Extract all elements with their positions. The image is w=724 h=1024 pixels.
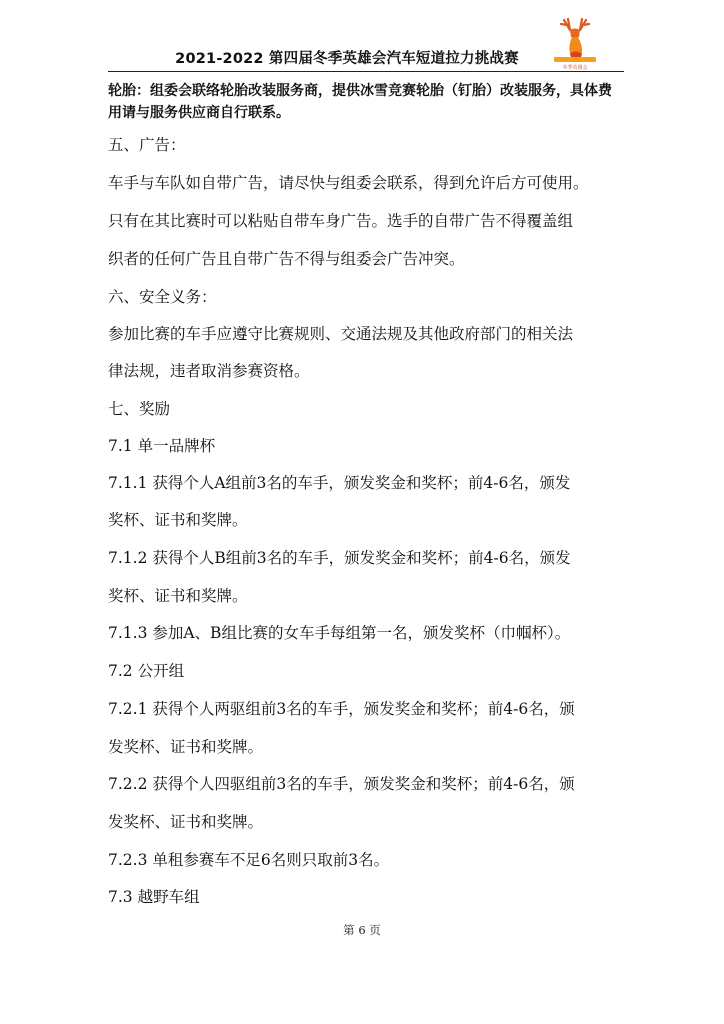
page-number: 第 6 页: [343, 923, 381, 937]
text-line: 7.2.3 单租参赛车不足6名则只取前3名。: [108, 851, 390, 869]
text-line: 奖杯、证书和奖牌。: [108, 511, 248, 529]
text-line: 车手与车队如自带广告，请尽快与组委会联系，得到允许后方可使用。: [108, 174, 589, 192]
text-line: 7.1.1 获得个人A组前3名的车手，颁发奖金和奖杯；前4-6名，颁发: [108, 474, 571, 492]
subsection-heading: 7.1 单一品牌杯: [108, 437, 216, 455]
section-heading-safety: 六、安全义务：: [108, 288, 217, 306]
deer-logo-icon: [548, 16, 602, 72]
text-line: 7.1.2 获得个人B组前3名的车手，颁发奖金和奖杯；前4-6名，颁发: [108, 549, 571, 567]
text-line: 奖杯、证书和奖牌。: [108, 587, 248, 605]
text-line: 织者的任何广告且自带广告不得与组委会广告冲突。: [108, 250, 465, 268]
text-line: 参加比赛的车手应遵守比赛规则、交通法规及其他政府部门的相关法: [108, 325, 574, 343]
text-line: 发奖杯、证书和奖牌。: [108, 738, 264, 756]
text-line: 7.1.3 参加A、B组比赛的女车手每组第一名，颁发奖杯（巾帼杯）。: [108, 624, 571, 642]
text-line: 只有在其比赛时可以粘贴自带车身广告。选手的自带广告不得覆盖组: [108, 212, 574, 230]
section-heading-awards: 七、奖励: [108, 400, 171, 418]
text-line: 7.2.2 获得个人四驱组前3名的车手，颁发奖金和奖杯；前4-6名，颁: [108, 775, 575, 793]
text-line: 发奖杯、证书和奖牌。: [108, 813, 264, 831]
tire-service-paragraph: 轮胎：组委会联络轮胎改装服务商，提供冰雪竞赛轮胎（钉胎）改装服务，具体费用请与服务供应商自行联系。: [108, 83, 612, 121]
text-line: 律法规，违者取消参赛资格。: [108, 362, 310, 380]
section-heading-advertising: 五、广告：: [108, 136, 186, 154]
text-line: 7.2.1 获得个人两驱组前3名的车手，颁发奖金和奖杯；前4-6名，颁: [108, 700, 575, 718]
header-title: 2021-2022 第四届冬季英雄会汽车短道拉力挑战赛: [175, 51, 519, 67]
logo-text: 冬季英雄会: [562, 65, 588, 71]
header-divider: [108, 71, 624, 72]
subsection-heading: 7.2 公开组: [108, 662, 185, 680]
subsection-heading: 7.3 越野车组: [108, 888, 200, 906]
